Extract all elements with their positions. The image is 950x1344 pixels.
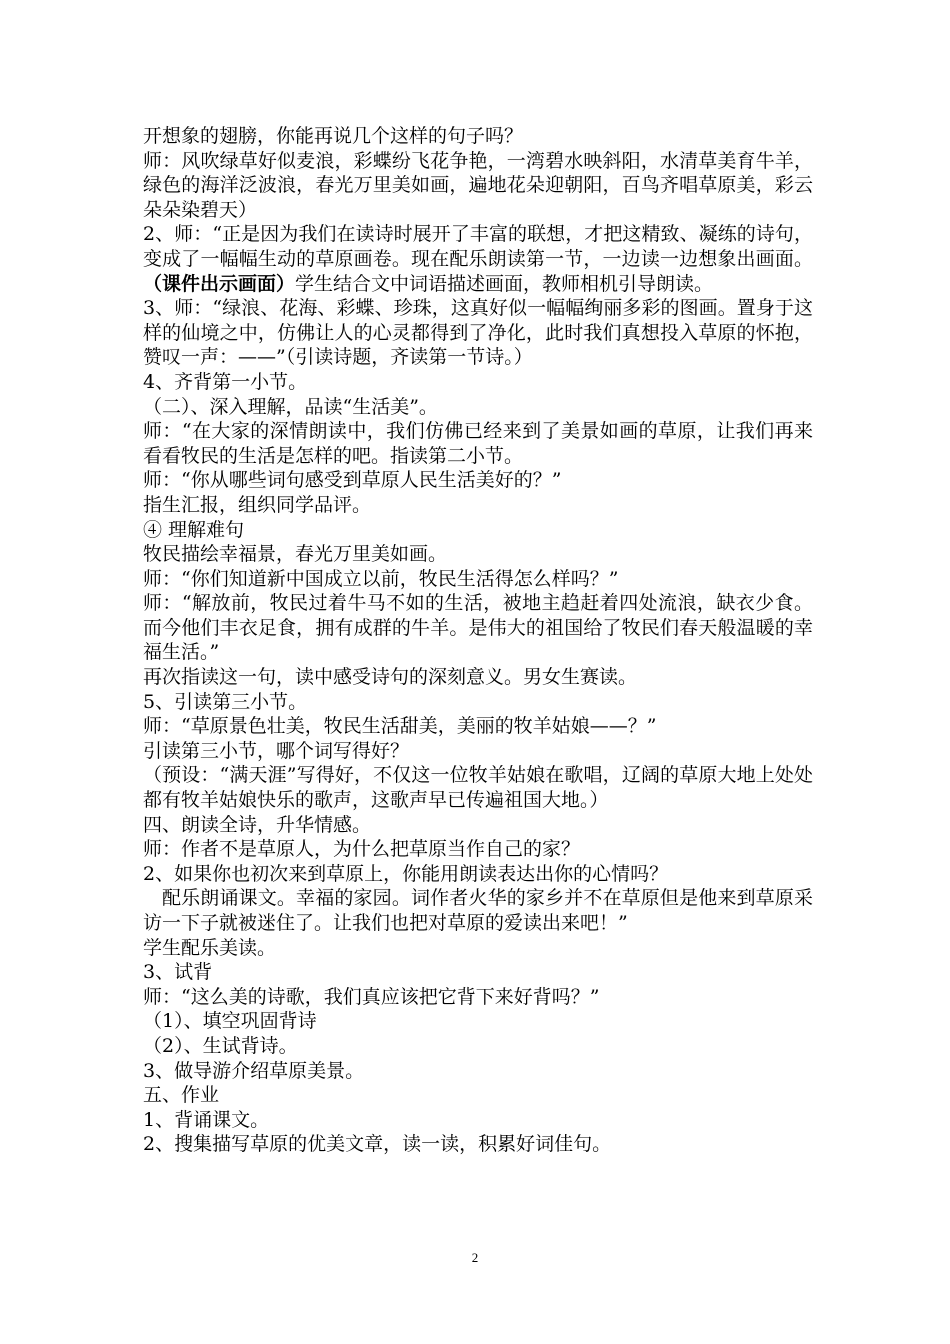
paragraph: 3、师：“绿浪、花海、彩蝶、珍珠，这真好似一幅幅绚丽多彩的图画。置身于这样的仙境之中，仿佛让人的心灵都得到了净化，此时我们真想投入草原的怀抱，赞叹一声：——”（引读诗题，齐读第一节诗。） bbox=[143, 297, 813, 369]
paragraph: 学生配乐美读。 bbox=[143, 936, 277, 959]
section-heading: 四、朗读全诗，升华情感。 bbox=[143, 813, 372, 836]
section-heading: 五、作业 bbox=[143, 1084, 220, 1107]
paragraph: 配乐朗诵课文。幸福的家园。词作者火华的家乡并不在草原但是他来到草原采访一下子就被迷住了。让我们也把对草原的爱读出来吧！” bbox=[143, 887, 813, 934]
paragraph: 3、试背 bbox=[143, 961, 213, 984]
section-heading: （二）、深入理解，品读“生活美”。 bbox=[143, 395, 438, 418]
bold-note: （课件出示画面） bbox=[143, 272, 296, 295]
paragraph: 师：“草原景色壮美，牧民生活甜美，美丽的牧羊姑娘——？” bbox=[143, 715, 657, 738]
document-body bbox=[143, 124, 813, 1157]
paragraph: 1、背诵课文。 bbox=[143, 1108, 270, 1131]
paragraph: 2、搜集描写草原的优美文章，读一读，积累好词佳句。 bbox=[143, 1133, 612, 1156]
paragraph: ④ 理解难句 bbox=[143, 518, 245, 541]
paragraph: 5、引读第三小节。 bbox=[143, 690, 308, 713]
paragraph: 师：作者不是草原人，为什么把草原当作自己的家？ bbox=[143, 838, 581, 861]
paragraph-text: 学生结合文中词语描述画面，教师相机引导朗读。 bbox=[295, 272, 714, 295]
paragraph: 3、做导游介绍草原美景。 bbox=[143, 1059, 365, 1082]
paragraph: 师：风吹绿草好似麦浪，彩蝶纷飞花争艳，一湾碧水映斜阳，水清草美育牛羊，绿色的海洋泛波浪，春光万里美如画，遍地花朵迎朝阳，百鸟齐唱草原美，彩云朵朵染碧天） bbox=[143, 149, 813, 221]
paragraph: 2、如果你也初次来到草原上，你能用朗读表达出你的心情吗？ bbox=[143, 862, 669, 885]
paragraph: 师：“这么美的诗歌，我们真应该把它背下来好背吗？” bbox=[143, 985, 600, 1008]
paragraph: 引读第三小节，哪个词写得好？ bbox=[143, 739, 410, 762]
paragraph: 4、齐背第一小节。 bbox=[143, 370, 308, 393]
paragraph-text: 2、师：“正是因为我们在读诗时展开了丰富的联想，才把这精致、凝练的诗句，变成了一幅幅生动的草原画卷。现在配乐朗读第一节，一边读一边想象出画面。 bbox=[143, 223, 813, 270]
paragraph: 师：“解放前，牧民过着牛马不如的生活，被地主趋赶着四处流浪，缺衣少食。而今他们丰衣足食，拥有成群的牛羊。是伟大的祖国给了牧民们春天般温暖的幸福生活。” bbox=[143, 592, 813, 664]
paragraph: 师：“在大家的深情朗读中，我们仿佛已经来到了美景如画的草原，让我们再来看看牧民的生活是怎样的吧。指读第二小节。 bbox=[143, 420, 813, 467]
paragraph: 再次指读这一句，读中感受诗句的深刻意义。男女生赛读。 bbox=[143, 666, 638, 689]
paragraph: （2）、生试背诗。 bbox=[143, 1034, 298, 1057]
paragraph: （1）、填空巩固背诗 bbox=[143, 1010, 317, 1033]
paragraph: 牧民描绘幸福景，春光万里美如画。 bbox=[143, 543, 448, 566]
paragraph: 指生汇报，组织同学品评。 bbox=[143, 493, 372, 516]
paragraph: （预设：“满天涯”写得好，不仅这一位牧羊姑娘在歌唱，辽阔的草原大地上处处都有牧羊姑娘快乐的歌声，这歌声早已传遍祖国大地。） bbox=[143, 764, 813, 812]
paragraph: 开想象的翅膀，你能再说几个这样的句子吗？ bbox=[143, 125, 524, 147]
page-number: 2 bbox=[471, 1250, 479, 1265]
paragraph: 师：“你从哪些词句感受到草原人民生活美好的？” bbox=[143, 469, 562, 492]
paragraph bbox=[143, 222, 813, 296]
paragraph: 师：“你们知道新中国成立以前，牧民生活得怎么样吗？” bbox=[143, 567, 619, 590]
